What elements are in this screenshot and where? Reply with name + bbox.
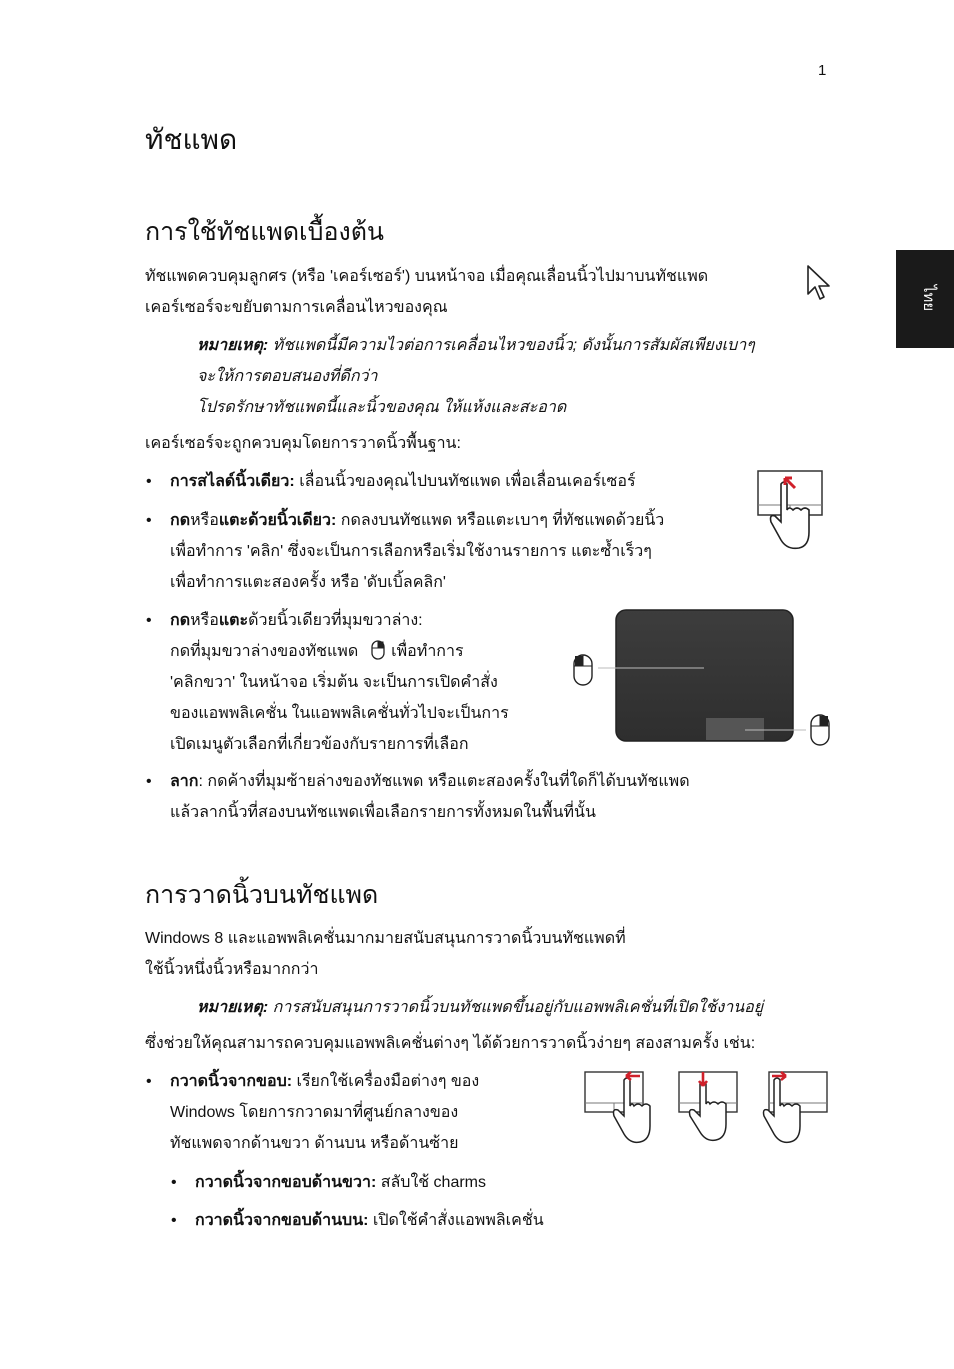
bullet-text: กดลงบนทัชแพด หรือแตะเบาๆ ที่ทัชแพดด้วยนิ้ว [336,512,665,529]
swipe-from-top-illustration [679,1072,737,1140]
bullet-text: กดที่มุมขวาล่างของทัชแพด [170,643,359,660]
sub-list-item-top-edge: • กวาดนิ้วจากขอบด้านบน: เปิดใช้คำสั่งแอพพลิเคชั่น [171,1212,544,1229]
bullet-text: ด้วยนิ้วเดียวที่มุมขวาล่าง: [248,612,423,629]
bullet-label: กวาดนิ้วจากขอบด้านขวา: [195,1174,377,1191]
mouse-pointer-icon [806,264,832,304]
language-tab-label: ไทย [920,284,938,312]
bullet-text: เพื่อทำการ 'คลิก' ซึ่งจะเป็นการเลือกหรือเริ่มใช้งานรายการ แตะซ้ำเร็วๆ [170,543,652,560]
bullet-label: กวาดนิ้วจากขอบด้านบน: [195,1212,369,1229]
language-tab [896,250,954,348]
bullet-text: : กดค้างที่มุมซ้ายล่างของทัชแพด หรือแตะสองครั้งในที่ใดก็ได้บนทัชแพด [198,773,690,790]
bullet-label: การสไลด์นิ้วเดียว: [170,473,295,490]
sub-list-item-right-edge: • กวาดนิ้วจากขอบด้านขวา: สลับใช้ charms [171,1174,487,1191]
section-heading-basics: การใช้ทัชแพดเบื้องต้น [145,218,385,246]
section-heading-gestures: การวาดนิ้วบนทัชแพด [145,881,379,909]
list-item-right-click: • กดหรือแตะด้วยนิ้วเดียวที่มุมขวาล่าง: กดที่มุมขวาล่างของทัชแพด เพื่อทำการ 'คลิกขวา' ในหน้าจอ เริ่มต้น จะเป็นการเปิดคำสั่ง ของแอพพลิเคชั่น ในแอพพลิเคชั่นทั่วไปจะเป็นการ เปิดเมนูตัวเลือกที่เกี่ยวข้องกับรายการที่เลือก [170,605,509,760]
bullet-text: เพื่อทำการ [386,643,464,660]
note-text: การสนับสนุนการวาดนิ้วบนทัชแพดขึ้นอยู่กับแอพพลิเคชั่นที่เปิดใช้งานอยู่ [268,999,764,1016]
intro-line: ทัชแพดควบคุมลูกศร (หรือ 'เคอร์เซอร์') บนหน้าจอ เมื่อคุณเลื่อนนิ้วไปมาบนทัชแพด [145,268,709,285]
list-item-single-tap: • กดหรือแตะด้วยนิ้วเดียว: กดลงบนทัชแพด หรือแตะเบาๆ ที่ทัชแพดด้วยนิ้ว เพื่อทำการ 'คลิก' ซึ่งจะเป็นการเลือกหรือเริ่มใช้งานรายการ แตะซ้ำเร็วๆ เพื่อทำการแตะสองครั้ง หรือ 'ดับเบิ้ลคลิก' [170,505,664,598]
bullet-text: เรียกใช้เครื่องมือต่างๆ ของ [292,1073,480,1090]
touchpad-surface [616,610,793,741]
bullet-text: หรือ [190,612,219,629]
mouse-icon [811,715,829,745]
edge-swipe-illustrations [584,1070,834,1146]
bullet-text: แล้วลากนิ้วที่สองบนทัชแพดเพื่อเลือกรายการทั้งหมดในพื้นที่นั้น [170,804,596,821]
bullet-label: แตะด้วยนิ้วเดียว: [218,512,337,529]
bullet-label: กด [170,512,191,529]
note-touchpad-sensitivity [197,330,755,423]
bullet-text: หรือ [190,512,219,529]
bullet-text: 'คลิกขวา' ในหน้าจอ เริ่มต้น จะเป็นการเปิดคำสั่ง [170,674,498,691]
right-click-zone [706,718,764,740]
bullet-text: Windows โดยการกวาดมาที่ศูนย์กลางของ [170,1104,459,1121]
intro-line: ใช้นิ้วหนึ่งนิ้วหรือมากกว่า [145,961,319,978]
bullet-text: เลื่อนนิ้วของคุณไปบนทัชแพด เพื่อเลื่อนเคอร์เซอร์ [294,473,636,490]
bullet-text: เปิดเมนูตัวเลือกที่เกี่ยวข้องกับรายการที่เลือก [170,736,469,753]
note-text: ทัชแพดนี้มีความไวต่อการเคลื่อนไหวของนิ้ว; ดังนั้นการสัมผัสเพียงเบาๆ [268,337,755,354]
mouse-icon [574,655,592,685]
intro-line: เคอร์เซอร์จะขยับตามการเคลื่อนไหวของคุณ [145,299,448,316]
touchpad-click-zones-illustration [570,608,836,753]
mouse-icon [371,640,385,660]
note-text: จะให้การตอบสนองที่ดีกว่า [197,368,378,385]
gestures-intro-paragraph [145,923,626,985]
page-title: ทัชแพด [145,124,238,155]
page-number: 1 [818,62,827,79]
bullet-text: เพื่อทำการแตะสองครั้ง หรือ 'ดับเบิ้ลคลิก' [170,574,446,591]
note-gesture-support [197,992,763,1023]
basic-gestures-intro: เคอร์เซอร์จะถูกควบคุมโดยการวาดนิ้วพื้นฐาน: [145,435,461,452]
bullet-text: เปิดใช้คำสั่งแอพพลิเคชั่น [368,1212,544,1229]
bullet-text: ทัชแพดจากด้านขวา ด้านบน หรือด้านซ้าย [170,1135,459,1152]
swipe-from-right-illustration [585,1072,650,1142]
intro-line: Windows 8 และแอพพลิเคชั่นมากมายสนับสนุนการวาดนิ้วบนทัชแพดที่ [145,930,626,947]
swipe-from-left-illustration [764,1072,828,1142]
bullet-text: สลับใช้ charms [376,1174,487,1191]
list-item-single-slide: • การสไลด์นิ้วเดียว: เลื่อนนิ้วของคุณไปบนทัชแพด เพื่อเลื่อนเคอร์เซอร์ [146,473,636,490]
bullet-label: กด [170,612,191,629]
list-item-edge-swipe: • กวาดนิ้วจากขอบ: เรียกใช้เครื่องมือต่างๆ ของ Windows โดยการกวาดมาที่ศูนย์กลางของ ทัชแพดจากด้านขวา ด้านบน หรือด้านซ้าย [170,1066,479,1159]
bullet-label: ลาก [170,773,199,790]
bullet-text: ของแอพพลิเคชั่น ในแอพพลิเคชั่นทั่วไปจะเป็นการ [170,705,509,722]
intro-paragraph [145,261,708,323]
note-label: หมายเหตุ: [197,999,269,1016]
note-continuation: ซึ่งช่วยให้คุณสามารถควบคุมแอพพลิเคชั่นต่างๆ ได้ด้วยการวาดนิ้วง่ายๆ สองสามครั้ง เช่น: [145,1035,756,1052]
note-label: หมายเหตุ: [197,337,269,354]
touchpad-slide-illustration [757,470,825,552]
list-item-drag: • ลาก: กดค้างที่มุมซ้ายล่างของทัชแพด หรือแตะสองครั้งในที่ใดก็ได้บนทัชแพด แล้วลากนิ้วที่สองบนทัชแพดเพื่อเลือกรายการทั้งหมดในพื้นที่นั้น [170,766,690,828]
bullet-label: แตะ [218,612,249,629]
bullet-label: กวาดนิ้วจากขอบ: [170,1073,293,1090]
note-text: โปรดรักษาทัชแพดนี้และนิ้วของคุณ ให้แห้งและสะอาด [197,399,567,416]
